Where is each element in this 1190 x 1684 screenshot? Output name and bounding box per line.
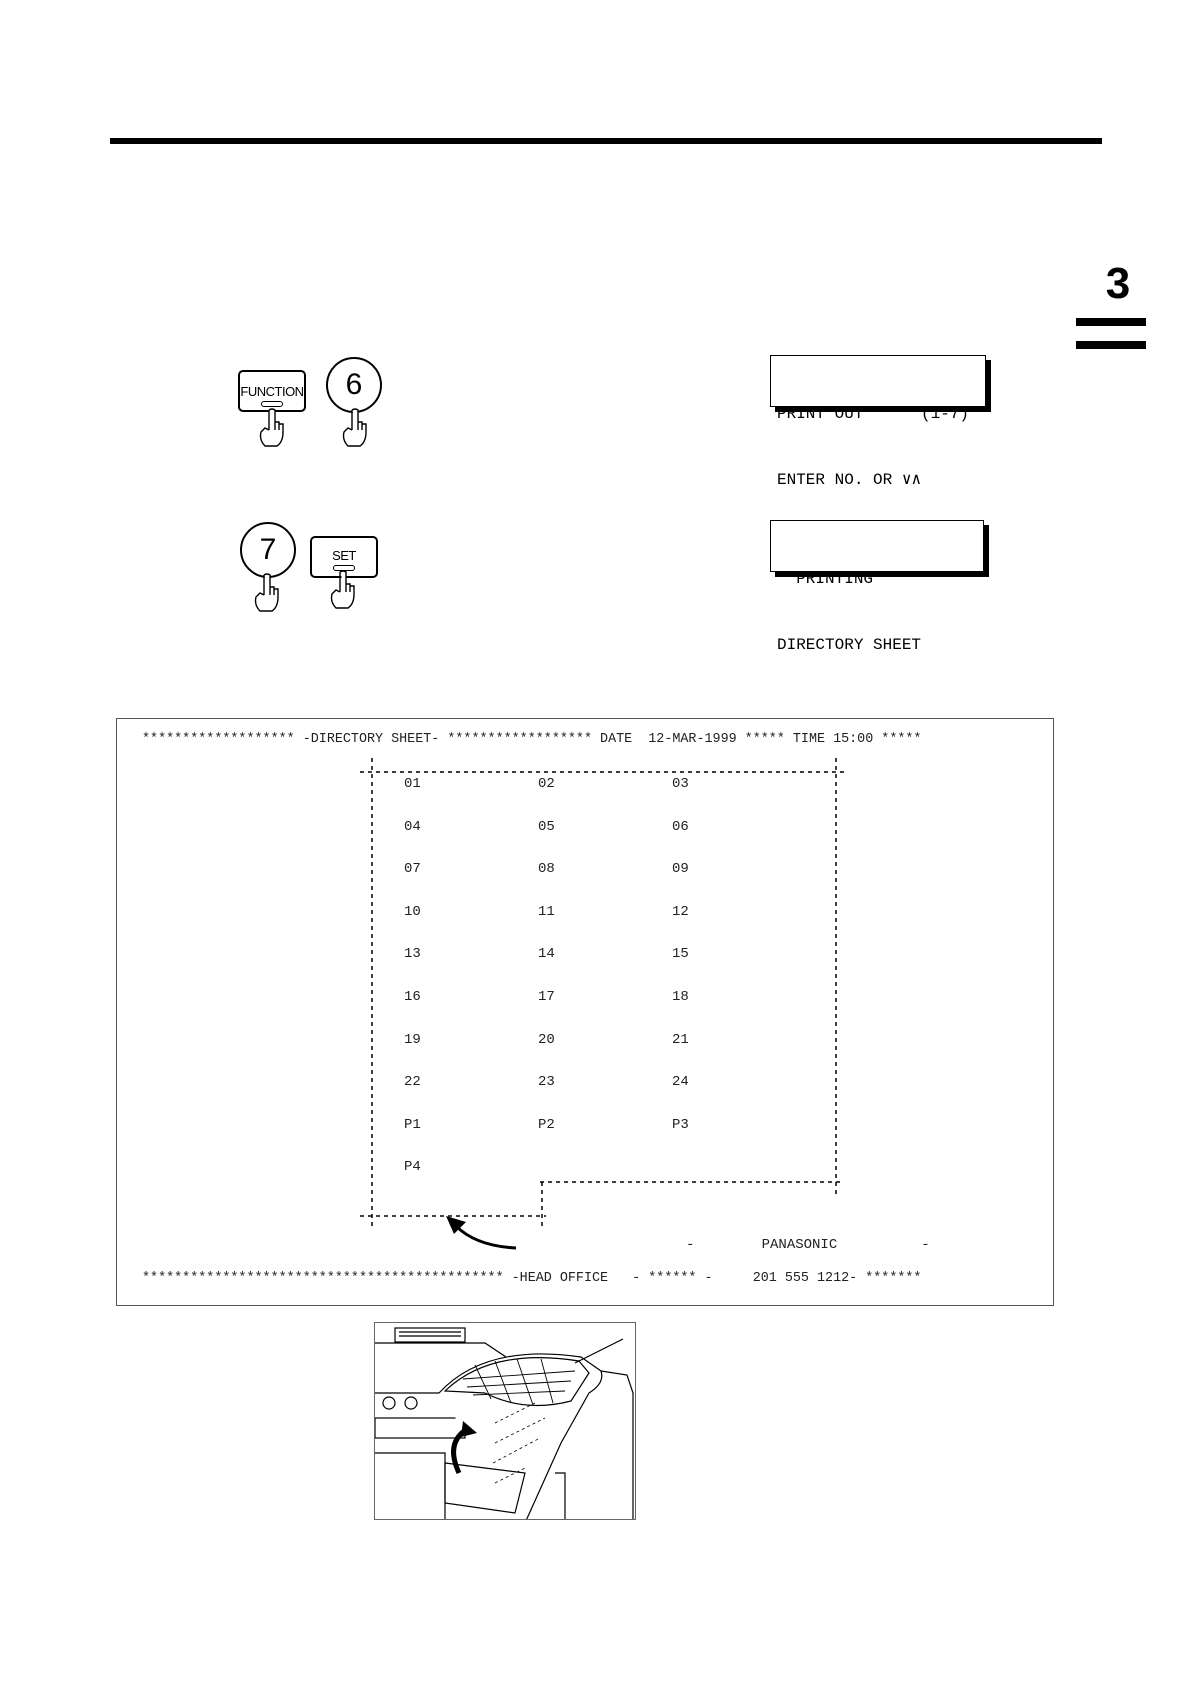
directory-entry-number: 01 [404, 776, 421, 792]
directory-entry-number: 08 [538, 861, 555, 878]
directory-entry-number: 10 [404, 903, 421, 920]
lcd-line-1: PRINT OUT (1-7) [777, 405, 970, 423]
directory-entry-number: 04 [404, 818, 421, 835]
digit-6-key[interactable]: 6 [326, 357, 382, 413]
directory-entry-number: 18 [672, 989, 689, 1005]
chapter-number: 3 [1105, 259, 1131, 308]
directory-entry-number: 23 [538, 1074, 555, 1091]
directory-entry-number: P1 [404, 1116, 421, 1133]
directory-entry-number: 05 [538, 818, 555, 835]
directory-entry-number: P2 [538, 1116, 555, 1133]
directory-entry-number: 22 [404, 1074, 421, 1091]
directory-entry-number: 03 [672, 776, 689, 792]
directory-entry-number: 12 [672, 903, 689, 920]
directory-entry-number: 19 [404, 1031, 421, 1048]
directory-entry-number: 20 [538, 1031, 555, 1048]
lcd-line-2: ENTER NO. OR ∨∧ [777, 471, 922, 489]
curved-arrow-icon [446, 1216, 516, 1248]
sheet-header: ******************* -DIRECTORY SHEET- ****************** DATE 12-MAR-1999 ***** TIME 15:00 ***** [142, 732, 922, 747]
set-key[interactable]: SET [310, 536, 378, 578]
station-name-line: - PANASONIC - [686, 1237, 930, 1253]
fax-machine-illustration [374, 1322, 636, 1520]
directory-entry-number: 21 [672, 1031, 689, 1048]
directory-entry-number: 09 [672, 861, 689, 878]
sheet-footer: ********************************************* -HEAD OFFICE - ****** - 201 555 1212- ******* [142, 1271, 922, 1286]
directory-entry-number: 06 [672, 818, 689, 835]
directory-entry-number: 16 [404, 989, 421, 1005]
lcd-line-2: DIRECTORY SHEET [777, 636, 922, 654]
directory-entry-number: P4 [404, 1159, 421, 1176]
directory-entry-number: 11 [538, 903, 555, 920]
directory-entry-number: 14 [538, 946, 555, 963]
directory-entry-number: 17 [538, 989, 555, 1005]
directory-entry-number: 13 [404, 946, 421, 963]
lcd-line-1: * PRINTING * [777, 570, 893, 588]
directory-entry-number: 07 [404, 861, 421, 878]
function-key[interactable]: FUNCTION [238, 370, 306, 412]
directory-entry-number: P3 [672, 1116, 689, 1133]
directory-entry-number: 02 [538, 776, 555, 792]
digit-7-key[interactable]: 7 [240, 522, 296, 578]
directory-entry-number: 24 [672, 1074, 689, 1091]
directory-entry-number: 15 [672, 946, 689, 963]
